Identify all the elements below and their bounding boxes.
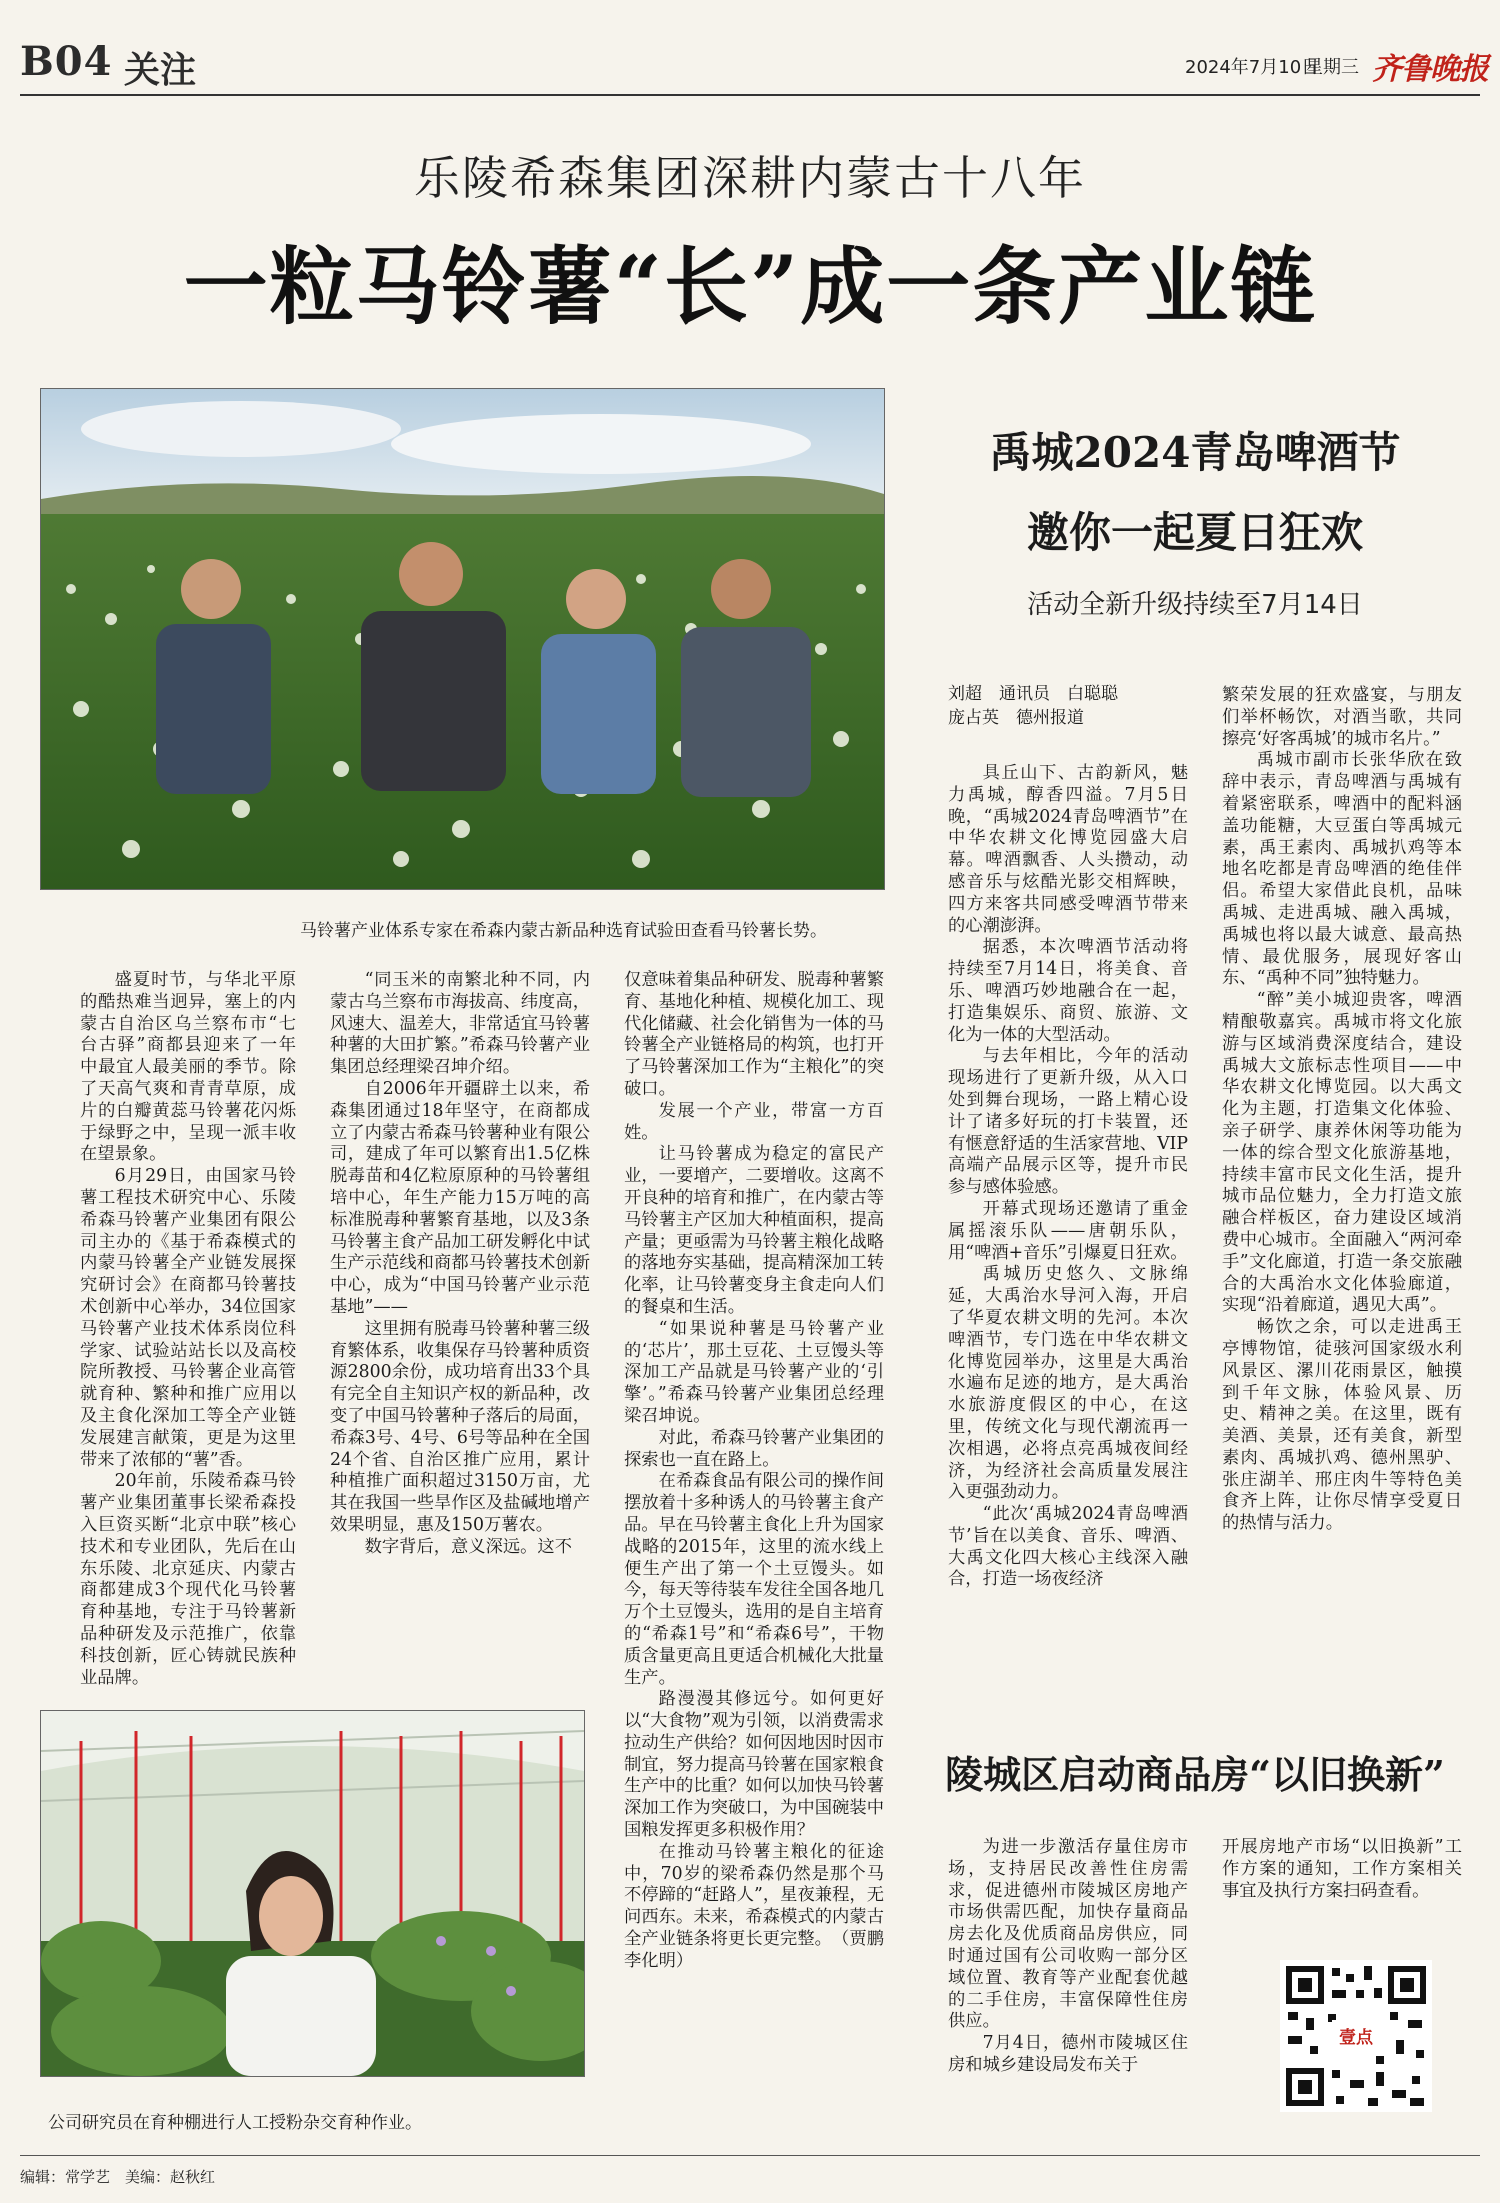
- footer-rule: [20, 2155, 1480, 2156]
- section-name: 关注: [124, 49, 197, 91]
- story2-byline: [948, 682, 1188, 730]
- paragraph: 据悉，本次啤酒节活动将持续至7月14日，将美食、音乐、啤酒巧妙地融合在一起，打造集娱乐、商贸、旅游、文化为一体的大型活动。: [948, 937, 1188, 1045]
- paragraph: 自2006年开疆辟土以来，希森集团通过18年坚守，在商都成立了内蒙古希森马铃薯种业有限公司，建成了年可以繁育出1.5亿株脱毒苗和4亿粒原原种的马铃薯组培中心，年生产能力15万吨的高标准脱毒种薯繁育基地，以及3条马铃薯主食产品加工研发孵化中试生产示范线和商都马铃薯技术创新中心，成为“中国马铃薯产业示范基地”——: [330, 1078, 590, 1317]
- photo2-caption: 公司研究员在育种棚进行人工授粉杂交育种作业。: [48, 2113, 422, 2133]
- paragraph: 具丘山下、古韵新风，魅力禹城，醇香四溢。7月5日晚，“禹城2024青岛啤酒节”在中华农耕文化博览园盛大启幕。啤酒飘香、人头攒动，动感音乐与炫酷光影交相辉映，四方来客共同感受啤酒节带来的心潮澎湃。: [948, 763, 1188, 936]
- paragraph: 开展房地产市场“以旧换新”工作方案的通知，工作方案相关事宜及执行方案扫码查看。: [1222, 1837, 1462, 1901]
- paragraph: “此次‘禹城2024青岛啤酒节’旨在以美食、音乐、啤酒、大禹文化四大核心主线深入融合，打造一场夜经济: [948, 1504, 1188, 1590]
- qr-logo-label: 壹点: [1339, 2028, 1373, 2048]
- paragraph: “如果说种薯是马铃薯产业的‘芯片’，那土豆花、土豆馒头等深加工产品就是马铃薯产业的‘引擎’。”希森马铃薯产业集团总经理梁召坤说。: [624, 1318, 884, 1426]
- paragraph: 7月4日，德州市陵城区住房和城乡建设局发布关于: [948, 2033, 1188, 2075]
- story2-column-1: [948, 763, 1188, 1591]
- photo1-caption: 马铃薯产业体系专家在希森内蒙古新品种选育试验田查看马铃薯长势。: [300, 921, 827, 941]
- paragraph: 数字背后，意义深远。这不: [364, 1536, 572, 1557]
- paragraph: 与去年相比，今年的活动现场进行了更新升级，从入口处到舞台现场，一路上精心设计了诸多好玩的打卡装置，还有惬意舒适的生活家营地、VIP高端产品展示区等，提升市民参与感体验感。: [948, 1046, 1188, 1198]
- main-headline: 一粒马铃薯“长”成一条产业链: [183, 237, 1317, 336]
- paragraph: 让马铃薯成为稳定的富民产业，一要增产，二要增收。这离不开良种的培育和推广，在内蒙古等马铃薯主产区加大种植面积，提高产量；更亟需为马铃薯主粮化战略的落地夯实基础，提高精深加工转化率，让马铃薯变身主食走向人们的餐桌和生活。: [624, 1144, 884, 1317]
- story2-column-2: [1222, 685, 1462, 1535]
- paragraph: 繁荣发展的狂欢盛宴，与朋友们举杯畅饮，对酒当歌，共同擦亮‘好客禹城’的城市名片。”: [1222, 685, 1462, 749]
- greenhouse-photo: [40, 1710, 585, 2077]
- paragraph: 为进一步激活存量住房市场，支持居民改善性住房需求，促进德州市陵城区房地产市场供需匹配，加快存量商品房去化及优质商品房供应，同时通过国有公司收购一部分区域位置、教育等产业配套优越的二手住房，丰富保障性住房供应。: [948, 1837, 1188, 2032]
- paragraph: 在希森食品有限公司的操作间摆放着十多种诱人的马铃薯主食产品。早在马铃薯主食化上升为国家战略的2015年，这里的流水线上便生产出了第一个土豆馒头。如今，每天等待装车发往全国各地几万个土豆馒头，选用的是自主培育的“希森1号”和“希森6号”，干物质含量更高且更适合机械化大批量生产。: [624, 1471, 884, 1688]
- paragraph: “同玉米的南繁北种不同，内蒙古乌兰察布市海拔高、纬度高，风速大、温差大，非常适宜马铃薯种薯的大田扩繁。”希森马铃薯产业集团总经理梁召坤介绍。: [330, 970, 590, 1078]
- paragraph: 禹城历史悠久、文脉绵延，大禹治水导河入海，开启了华夏农耕文明的先河。本次啤酒节，专门选在中华农耕文化博览园举办，这里是大禹治水遍布足迹的地方，是大禹治水旅游度假区的中心，在这里，传统文化与现代潮流再一次相遇，必将点亮禹城夜间经济，为经济社会高质量发展注入更强劲动力。: [948, 1264, 1188, 1503]
- main-kicker: 乐陵希森集团深耕内蒙古十八年: [414, 151, 1086, 205]
- paragraph: 路漫漫其修远兮。如何更好以“大食物”观为引领，以消费需求拉动生产供给？如何因地因时因市制宜，努力提高马铃薯在国家粮食生产中的比重？如何以加快马铃薯深加工作为突破口，为中国碗装中国粮发挥更多积极作用？: [624, 1689, 884, 1841]
- paragraph: 畅饮之余，可以走进禹王亭博物馆，徒骇河国家级水利风景区、漯川花雨景区，触摸到千年文脉，体验风景、历史、精神之美。在这里，既有美酒、美景，还有美食，新型素肉、禹城扒鸡、德州黑驴、张庄湖羊、邢庄肉牛等特色美食齐上阵，让你尽情享受夏日的热情与活力。: [1222, 1317, 1462, 1534]
- paragraph: 在推动马铃薯主粮化的征途中，70岁的梁希森仍然是那个马不停蹄的“赶路人”，星夜兼程，无问西东。未来，希森模式的内蒙古全产业链条将更长更完整。 （贾鹏 李化明）: [624, 1841, 902, 1971]
- paragraph: 对此，希森马铃薯产业集团的探索也一直在路上。: [624, 1427, 884, 1470]
- story3-column-1: [948, 1837, 1188, 2077]
- story3-column-2: [1222, 1837, 1462, 1902]
- paragraph: 盛夏时节，与华北平原的酷热难当迥异，塞上的内蒙古自治区乌兰察布市“七台古驿”商都县迎来了一年中最宜人最美丽的季节。除了天高气爽和青青草原，成片的白瓣黄蕊马铃薯花闪烁于绿野之中，呈现一派丰收在望景象。: [80, 970, 296, 1165]
- paragraph: 开幕式现场还邀请了重金属摇滚乐队——唐朝乐队，用“啤酒+音乐”引爆夏日狂欢。: [948, 1198, 1188, 1263]
- story2-title-line2: 邀你一起夏日狂欢: [1026, 508, 1363, 557]
- paragraph: 仅意味着集品种研发、脱毒种薯繁育、基地化种植、规模化加工、现代化储藏、社会化销售为一体的马铃薯全产业链格局的构筑，也打开了马铃薯深加工作为“主粮化”的突破口。: [624, 970, 884, 1099]
- paragraph: “醉”美小城迎贵客，啤酒精酿敬嘉宾。禹城市将文化旅游与区域消费深度结合，建设禹城大文旅标志性项目——中华农耕文化博览园。以大禹文化为主题，打造集文化体验、亲子研学、康养休闲等功能为一体的综合型文化旅游基地，持续丰富市民文化生活，提升城市品位魅力，全力打造文旅融合样板区，奋力建设区域消费中心城市。全面融入“两河牵手”文化廊道，打造一条交旅融合的大禹治水文化体验廊道，实现“沿着廊道，遇见大禹”。: [1222, 990, 1462, 1316]
- issue-date: 2024年7月10日: [1185, 57, 1320, 78]
- issue-weekday: 星期三: [1305, 57, 1359, 78]
- paragraph: 6月29日，由国家马铃薯工程技术研究中心、乐陵希森马铃薯产业集团有限公司主办的《基于希森模式的内蒙马铃薯全产业链发展探究研讨会》在商都马铃薯技术创新中心举办，34位国家马铃薯产业技术体系岗位科学家、试验站站长以及高校院所教授、马铃薯企业高管就育种、繁种和推广应用以及主食化深加工等全产业链发展建言献策，更是为这里带来了浓郁的“薯”香。: [80, 1166, 296, 1470]
- editor-credits: 编辑：常学艺 美编：赵秋红: [20, 2168, 216, 2186]
- paragraph: 发展一个产业，带富一方百姓。: [624, 1100, 884, 1143]
- paragraph: 禹城市副市长张华欣在致辞中表示，青岛啤酒与禹城有着紧密联系，啤酒中的配料涵盖功能糖，大豆蛋白等禹城元素，禹王素肉、禹城扒鸡等本地名吃都是青岛啤酒的绝佳伴侣。希望大家借此良机，品味禹城、走进禹城、融入禹城，禹城也将以最大诚意、最高热情、最优服务，展现好客山东、“禹种不同”独特魅力。: [1222, 750, 1462, 989]
- main-story-column-2: [330, 970, 590, 1559]
- byline-line: 刘超 通讯员 白聪聪: [948, 684, 1118, 704]
- story2-title-line1: 禹城2024青岛啤酒节: [989, 428, 1401, 477]
- qr-code[interactable]: [1280, 1960, 1432, 2112]
- main-story-column-1: [80, 970, 296, 1689]
- potato-field-photo: [40, 388, 885, 890]
- masthead-logo: 齐鲁晚报: [1372, 52, 1488, 87]
- page-number: B04: [20, 38, 113, 85]
- main-story-column-3: [624, 970, 902, 1973]
- byline-line: 庞占英 德州报道: [948, 708, 1084, 728]
- story3-title: 陵城区启动商品房“以旧换新”: [945, 1752, 1445, 1797]
- story2-subtitle: 活动全新升级持续至7月14日: [1027, 590, 1363, 620]
- header-rule: [20, 94, 1480, 96]
- paragraph: 这里拥有脱毒马铃薯种薯三级育繁体系，收集保存马铃薯种质资源2800余份，成功培育出33个具有完全自主知识产权的新品种，改变了中国马铃薯种子落后的局面，希森3号、4号、6号等品种在全国24个省、自治区推广应用，累计种植推广面积超过3150万亩，尤其在我国一些旱作区及盐碱地增产效果明显，惠及150万薯农。: [330, 1318, 590, 1535]
- paragraph: 20年前，乐陵希森马铃薯产业集团董事长梁希森投入巨资买断“北京中联”核心技术和专业团队，先后在山东乐陵、北京延庆、内蒙古商都建成3个现代化马铃薯育种基地，专注于马铃薯新品种研发及示范推广，依靠科技创新，匠心铸就民族种业品牌。: [80, 1471, 296, 1688]
